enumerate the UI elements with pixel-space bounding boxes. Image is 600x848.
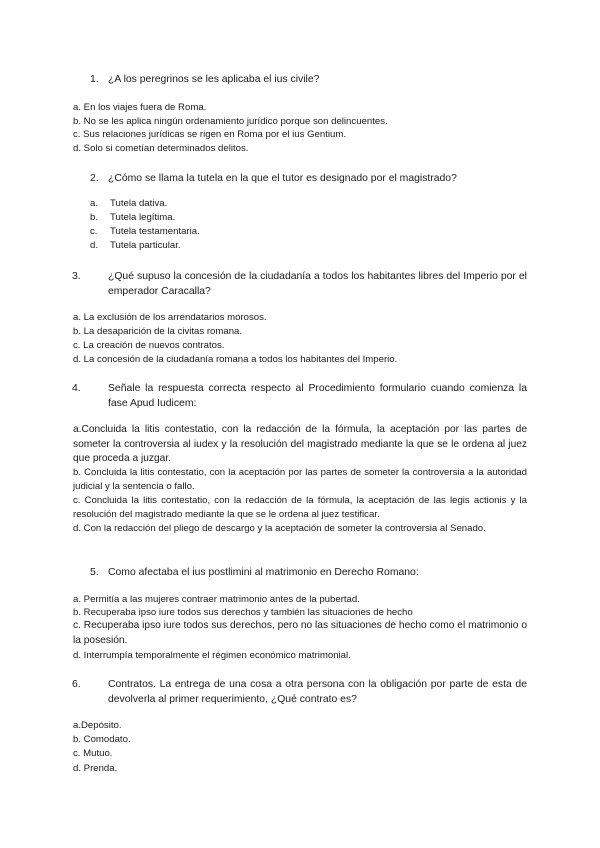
option-letter: a. — [90, 198, 99, 209]
option-2c — [90, 225, 200, 239]
option-1b: b. No se les aplica ningún ordenamiento jurídico porque son delincuentes. — [73, 116, 388, 127]
option-5d: d. Interrumpía temporalmente el régimen económico matrimonial. — [73, 650, 351, 661]
option-6c: c. Mutuo. — [73, 748, 113, 759]
option-2d — [90, 239, 181, 253]
option-letter: d. — [90, 240, 99, 251]
option-2a — [90, 197, 167, 211]
option-letter: c. — [90, 226, 98, 237]
question-number: 2. — [90, 173, 99, 184]
option-5a: a. Permitía a las mujeres contraer matrimonio antes de la pubertad. — [73, 594, 360, 605]
question-1 — [90, 72, 527, 87]
option-1a: a. En los viajes fuera de Roma. — [73, 102, 207, 113]
question-text: Como afectaba el ius postlimini al matrimonio en Derecho Romano: — [108, 567, 419, 578]
question-text: ¿Cómo se llama la tutela en la que el tutor es designado por el magistrado? — [108, 173, 457, 184]
option-text: Tutela legítima. — [110, 212, 176, 223]
question-number: 6. — [72, 679, 81, 690]
question-2 — [90, 171, 527, 186]
option-3c: c. La creación de nuevos contratos. — [73, 340, 225, 351]
option-6a: a.Depósito. — [73, 720, 122, 731]
question-number: 5. — [90, 567, 99, 578]
question-4 — [72, 381, 527, 411]
option-4c: c. Concluida la litis contestatio, con la redacción de la fórmula, la aceptación de las legis actionis y la resolución del magistrado mediante la que se le ordena al juez testificar. — [73, 495, 527, 520]
option-1d: d. Solo si cometían determinados delitos. — [73, 143, 249, 154]
option-1c: c. Sus relaciones jurídicas se rigen en Roma por el ius Gentium. — [73, 129, 347, 140]
question-6 — [72, 677, 527, 707]
option-letter: b. — [90, 212, 99, 223]
question-3 — [72, 269, 527, 299]
option-4b: b. Concluida la litis contestatio, con la aceptación por las partes de someter la controversia a la autoridad judicial y la sentencia o fallo. — [73, 467, 527, 492]
option-6b: b. Comodato. — [73, 734, 131, 745]
option-5b: b. Recuperaba ipso iure todos sus derechos y también las situaciones de hecho — [73, 607, 413, 618]
option-5c: c. Recuperaba ipso iure todos sus derechos, pero no las situaciones de hecho como el matrimonio o la posesión. — [73, 620, 527, 646]
question-text: ¿A los peregrinos se les aplicaba el ius civile? — [108, 74, 320, 85]
question-text: Señale la respuesta correcta respecto al Procedimiento formulario cuando comienza la fase Apud Iudicem: — [108, 383, 527, 409]
option-6d: d. Prenda. — [73, 763, 118, 774]
question-text: Contratos. La entrega de una cosa a otra persona con la obligación por parte de esta de devolverla al primer requerimiento, ¿Qué contrato es? — [108, 679, 527, 705]
question-text: ¿Qué supuso la concesión de la ciudadanía a todos los habitantes libres del Imperio por el emperador Caracalla? — [108, 271, 527, 297]
question-number: 1. — [90, 74, 99, 85]
option-3d: d. La concesión de la ciudadanía romana a todos los habitantes del Imperio. — [73, 354, 398, 365]
option-2b — [90, 211, 175, 225]
question-5 — [90, 565, 527, 580]
option-4d: d. Con la redacción del pliego de descargo y la aceptación de someter la controversia al Senado. — [73, 523, 486, 534]
question-number: 3. — [72, 271, 81, 282]
option-text: Tutela dativa. — [110, 198, 168, 209]
option-3b: b. La desaparición de la civitas romana. — [73, 326, 243, 337]
question-number: 4. — [72, 383, 81, 394]
option-3a: a. La exclusión de los arrendatarios morosos. — [73, 312, 267, 323]
option-text: Tutela testamentaria. — [110, 226, 200, 237]
option-text: Tutela particular. — [110, 240, 181, 251]
option-4a: a.Concluida la litis contestatio, con la redacción de la fórmula, la aceptación por las partes de someter la controversia al iudex y la resolución del magistrado mediante la que se le ordena al juez que proceda a juzgar. — [73, 424, 527, 464]
